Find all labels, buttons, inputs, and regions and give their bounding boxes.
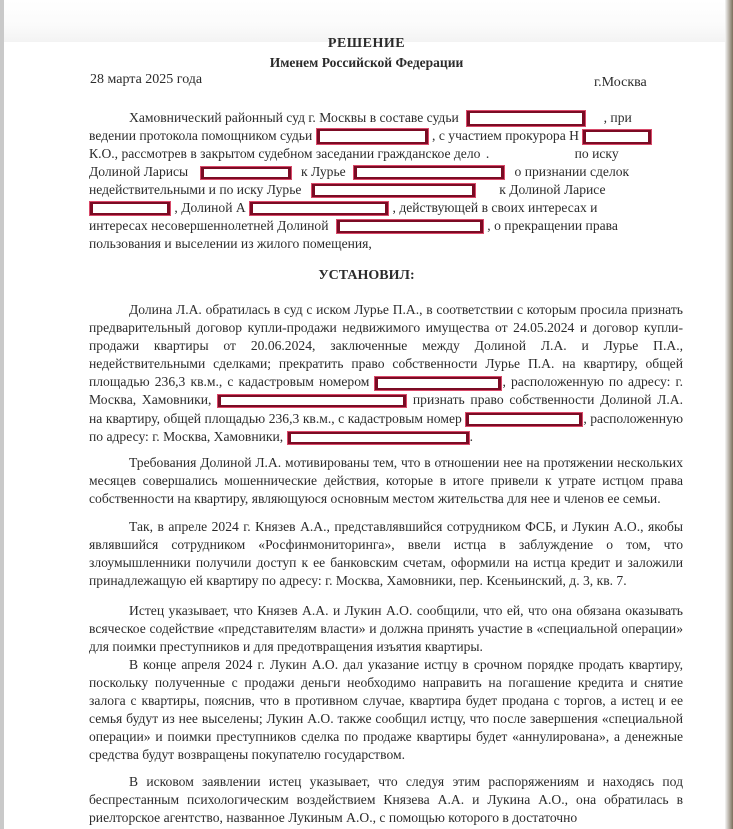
intro-line-8: пользования и выселении из жилого помещения, (89, 236, 372, 251)
paragraph-text: В исковом заявлении истец указывает, что следуя этим распоряжениям и находясь под беспрестанным психологическим воздействием Князева А.А. и Лукина А.О., она обратилась в риелторское агентство, названное Лукиным А.О., с помощью которого в достаточно (89, 774, 683, 826)
intro-line-4 (89, 164, 629, 180)
redaction-box (353, 165, 505, 180)
paragraph-requirements (89, 454, 683, 508)
redaction-box (466, 110, 586, 127)
intro-text: , о прекращении права (487, 218, 618, 233)
paragraph-text: Требования Долиной Л.А. мотивированы тем, что в отношении нее на протяжении нескольких месяцев совершались мошеннические действия, которые в итоге привели к утрате истцом права собственности на квартиру, являющуюся основным местом жительства для нее и членов ее семьи. (89, 455, 683, 507)
intro-text: , действующей в своих интересах и (392, 200, 598, 215)
redaction-box (336, 219, 484, 234)
redaction-box (316, 128, 429, 145)
paragraph-text: , расположенную по адресу: г. Москва, Хамовники, (89, 374, 683, 408)
redaction-box (311, 183, 476, 198)
intro-line-1 (129, 110, 632, 127)
intro-text: к Долиной Ларисе (499, 182, 606, 197)
paragraph-text: , расположенную по адресу: г. Москва, Хамовники, (89, 410, 683, 444)
paragraph-end-april (89, 656, 683, 765)
intro-line-3 (89, 146, 619, 162)
redaction-box (374, 376, 502, 391)
intro-text: , с участием прокурора Н (432, 128, 579, 143)
intro-line-5 (89, 182, 606, 198)
redaction-box (249, 201, 389, 216)
intro-line-6 (89, 200, 597, 216)
intro-line-7 (89, 218, 618, 234)
paragraph-text: Истец указывает, что Князев А.А. и Лукин А.О. сообщили, что ей, что она обязана оказывать всяческое содействие «представителям власти» и должна принять участие в «специальной операции» для поимки преступников и для предотвращения изъятия квартиры. (89, 603, 683, 655)
intro-text: по иску (574, 146, 619, 161)
intro-text: К.О., рассмотрев в закрытом судебном заседании гражданское дело (89, 146, 481, 161)
intro-line-2 (89, 128, 652, 145)
paragraph-text: Так, в апреле 2024 г. Князев А.А., представлявшийся сотрудником ФСБ, и Лукин А.О., якобы являвшийся сотрудником «Росфинмониторинга», ввели истца в заблуждение о том, что злоумышленники получили доступ к ее банковским счетам, оформили на истца кредит и заложили принадлежащую ей квартиру по адресу: г. Москва, Хамовники, пер. Ксеньинский, д. 3, кв. 7. (89, 519, 683, 589)
paragraph-claim (89, 301, 683, 446)
document-title: РЕШЕНИЕ (327, 36, 406, 51)
paragraph-april-2024 (89, 518, 683, 590)
paragraph-text: Долина Л.А. обратилась в суд с иском Лурье П.А., в соответствии с которым просила признать предварительный договор купли-продажи недвижимого имущества от 24.05.2024 и договор купли-продажи квартиры от 20.06.2024, заключенные между Долиной Л.А. и Лурье П.А., недействительными сделками; прекратить право собственности Лурье П.А. на квартиру, общей площадью 236,3 кв.м., с кадастровым номером (89, 302, 683, 390)
redaction-box (465, 412, 583, 427)
intro-text: к Лурье (301, 164, 346, 179)
intro-text: , Долиной А (174, 200, 246, 215)
redaction-box (582, 129, 652, 145)
intro-text: . (485, 146, 490, 161)
intro-text: Хамовнический районный суд г. Москвы в составе судьи (129, 110, 459, 125)
intro-text: , при (603, 110, 632, 125)
paragraph-text: признать право собственности Долиной Л.А. на квартиру, общей площадью 236,3 кв.м., с кадастровым номер (89, 392, 683, 426)
section-heading-established: УСТАНОВИЛ: (318, 268, 415, 283)
document-subtitle: Именем Российской Федерации (269, 55, 464, 70)
redaction-box (200, 166, 292, 180)
redaction-box (89, 201, 171, 216)
paragraph-text: В конце апреля 2024 г. Лукин А.О. дал указание истцу в срочном порядке продать квартиру, поскольку полученные с продажи деньги необходимо направить на погашение кредита и снятие залога с квартиры, пояснив, что в противном случае, квартира будет продана с торгов, а истец и ее семья будут из нее выселены; Лукин А.О. также сообщил истцу, что после завершения «специальной операции» и поимки преступников сделка по продаже квартиры будет «аннулирована», а денежные средства будут возвращены покупателю государством. (89, 657, 683, 763)
intro-text: ведении протокола помощником судьи (89, 128, 313, 143)
intro-text: Долиной Ларисы (89, 164, 189, 179)
intro-text: интересах несовершеннолетней Долиной (89, 218, 329, 233)
paragraph-claim-statement (89, 773, 683, 827)
intro-text: недействительными и по иску Лурье (89, 182, 302, 197)
redaction-box (217, 394, 407, 408)
decision-date: 28 марта 2025 года (90, 72, 203, 87)
intro-text: о признании сделок (514, 164, 630, 179)
paragraph-plaintiff-states (89, 602, 683, 656)
decision-city: г.Москва (594, 75, 647, 90)
paragraph-text: . (469, 428, 473, 444)
redaction-box (287, 431, 470, 445)
